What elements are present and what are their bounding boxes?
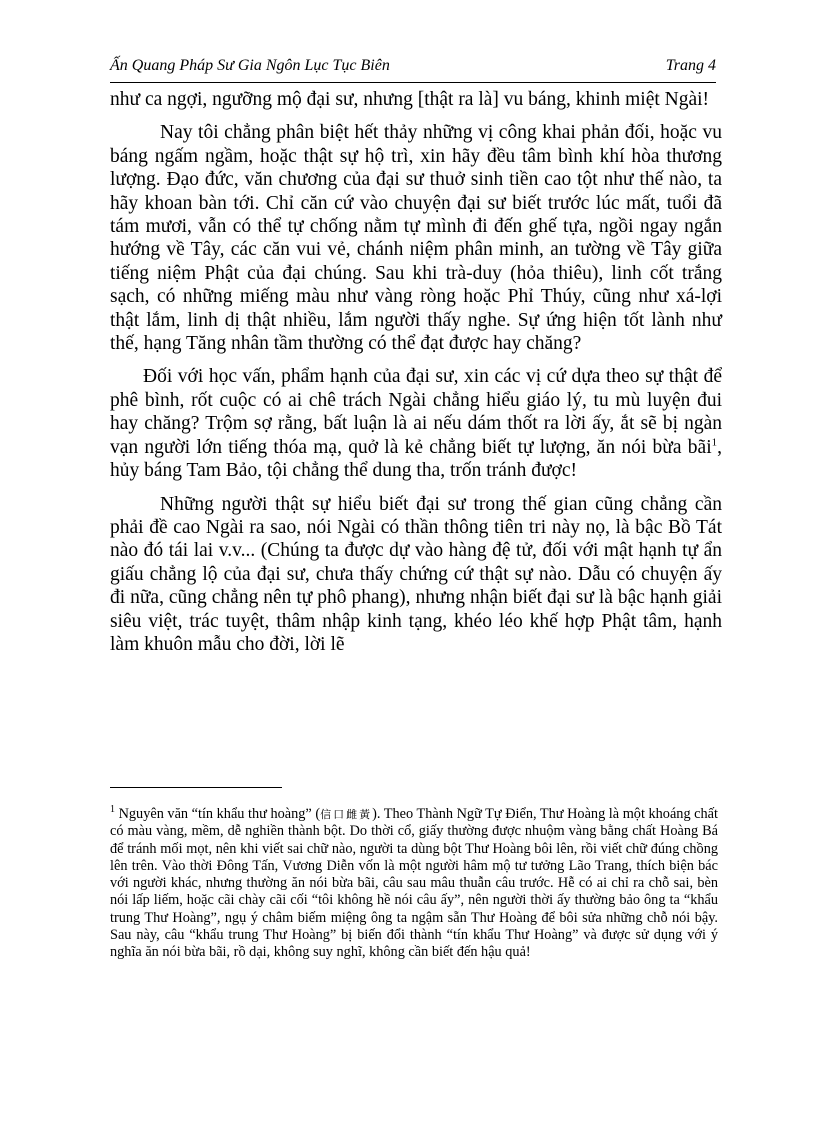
main-text [110, 88, 722, 666]
page-number: Trang 4 [665, 57, 716, 74]
page-header [110, 57, 716, 81]
header-divider [110, 82, 716, 83]
paragraph-3 [110, 365, 722, 482]
footnote-reference[interactable]: 1 [711, 436, 718, 449]
footnote-chinese-phrase: 信口雌黃 [320, 808, 373, 821]
book-title: Ấn Quang Pháp Sư Gia Ngôn Lục Tục Biên [110, 57, 390, 74]
footnote [110, 806, 718, 962]
footnote-text-start: Nguyên văn “tín khẩu thư hoàng” ( [115, 806, 321, 822]
footnote-mark: 1 [110, 804, 115, 816]
paragraph-4: Những người thật sự hiểu biết đại sư trong thế gian cũng chẳng cần phải đề cao Ngài ra sao, nói Ngài có thần thông tiên tri này nọ, là bậc Bồ Tát nào đó tái lai v.v... (Chúng ta được dự vào hàng đệ tử, đối với mật hạnh tự ẩn giấu chẳng lộ của đại sư, chưa thấy chứng cứ thật sự nào. Dẫu có chuyện ấy đi nữa, cũng chẳng nên tự phô phang), nhưng nhận biết đại sư là bậc hạnh giải siêu việt, trác tuyệt, thâm nhập kinh tạng, khéo léo khế hợp Phật tâm, hạnh làm khuôn mẫu cho đời, lời lẽ [110, 493, 722, 655]
paragraph-2: Nay tôi chẳng phân biệt hết thảy những vị công khai phản đối, hoặc vu báng ngấm ngầm, hoặc thật sự hộ trì, xin hãy đều tâm bình khí hòa thương lượng. Đạo đức, văn chương của đại sư thuở sinh tiền cao tột như thế nào, ta hãy khoan bàn tới. Chỉ căn cứ vào chuyện đại sư biết trước lúc mất, tuổi đã tám mươi, vẫn có thể tự chống nằm tự mình đi đến ghế tựa, ngồi ngay ngắn hướng về Tây, các căn vui vẻ, chánh niệm phân minh, an tường về Tây giữa tiếng niệm Phật của đại chúng. Sau khi trà-duy (hỏa thiêu), linh cốt trắng sạch, có những miếng màu như vàng ròng hoặc Phỉ Thúy, cũng như xá-lợi thật lắm, linh dị thật nhiều, lắm người thấy nghe. Sự ứng hiện tốt lành như thế, hạng Tăng nhân tầm thường có thể đạt được hay chăng? [110, 122, 722, 355]
paragraph-3-text-end: , hủy báng Tam Bảo, tội chẳng thể dung tha, trốn tránh được! [110, 436, 722, 482]
paragraph-3-text: Đối với học vấn, phẩm hạnh của đại sư, xin các vị cứ dựa theo sự thật để phê bình, rốt cuộc có ai chê trách Ngài chẳng hiểu giáo lý, tu mù luyện đui hay chăng? Trộm sợ rằng, bất luận là ai nếu dám thốt ra lời ấy, ắt sẽ bị ngàn vạn người lớn tiếng thóa mạ, quở là kẻ chẳng biết tự lượng, ăn nói bừa bãi [110, 366, 722, 458]
paragraph-1: như ca ngợi, ngưỡng mộ đại sư, nhưng [thật ra là] vu báng, khinh miệt Ngài! [110, 89, 710, 110]
footnote-text-rest: ). Theo Thành Ngữ Tự Điển, Thư Hoàng là một khoáng chất có màu vàng, mềm, dễ nghiền thành bột. Do thời cổ, giấy thường được nhuộm vàng bằng chất Hoàng Bá để tránh mối mọt, nên khi viết sai chữ nào, người ta dùng bột Thư Hoàng bôi lên, rồi viết chữ đúng chồng lên trên. Vào thời Đông Tấn, Vương Diễn vốn là một người hâm mộ tư tưởng Lão Trang, thích biện bác với người khác, nhưng thường ăn nói bừa bãi, câu sau mâu thuẫn câu trước. Hễ có ai chỉ ra chỗ sai, bèn nói lấp liếm, hoặc cãi chày cãi cối “tôi không hề nói câu ấy”, nên người thời ấy thường bảo ông ta “khẩu trung Thư Hoàng”, ngụ ý châm biếm miệng ông ta ngậm sẵn Thư Hoàng để bôi sửa những chỗ nói bậy. Sau này, câu “khẩu trung Thư Hoàng” bị biến đổi thành “tín khẩu Thư Hoàng” và được sử dụng với ý nghĩa ăn nói bừa bãi, rồ dại, không suy nghĩ, không cần biết đến hậu quả! [110, 806, 718, 961]
footnote-divider [110, 787, 282, 788]
